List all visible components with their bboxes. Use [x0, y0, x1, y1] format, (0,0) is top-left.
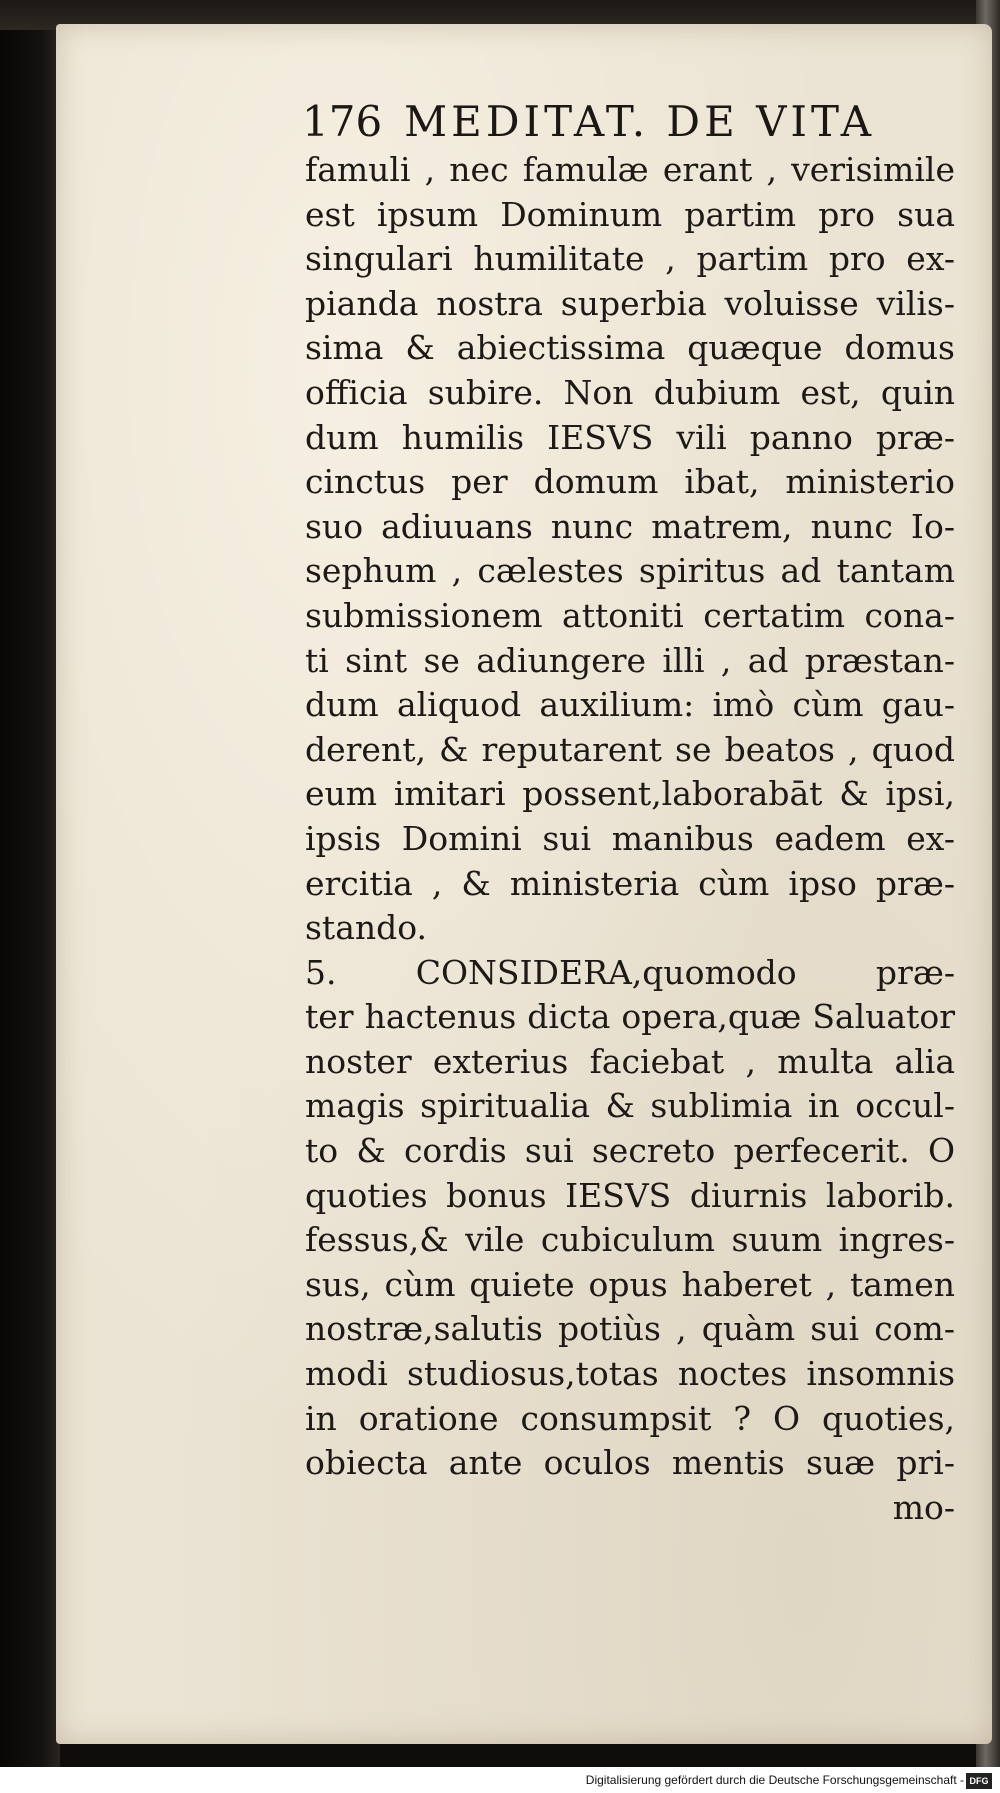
- digitization-credit: Digitalisierung gefördert durch die Deutsche Forschungsgemeinschaft -: [585, 1773, 964, 1787]
- text-line: dum aliquod auxilium: imò cùm gau-: [305, 685, 955, 725]
- running-title: MEDITAT. DE VITA: [404, 97, 876, 146]
- text-line: to & cordis sui secreto perfecerit. O: [305, 1131, 955, 1171]
- text-line: in oratione consumpsit ? O quoties,: [305, 1398, 955, 1438]
- text-line: ti sint se adiungere illi , ad præstan-: [305, 640, 955, 680]
- text-line: officia subire. Non dubium est, quin: [305, 372, 955, 412]
- page-number: 176: [302, 97, 383, 146]
- text-line: est ipsum Dominum partim pro sua: [305, 194, 955, 234]
- text-line: submissionem attoniti certatim cona-: [305, 595, 955, 635]
- dfg-logo-icon: DFG: [966, 1773, 992, 1789]
- scan-background-left: [0, 0, 60, 1793]
- text-line: fessus,& vile cubiculum suum ingres-: [305, 1220, 955, 1260]
- catchword: mo-: [892, 1487, 955, 1527]
- text-line: famuli , nec famulæ erant , verisimile: [305, 150, 955, 189]
- text-line: suo adiuuans nunc matrem, nunc Io-: [305, 506, 955, 546]
- text-line: derent, & reputarent se beatos , quod: [305, 729, 955, 769]
- body-text: [305, 148, 955, 1530]
- text-line: nostræ,salutis potiùs , quàm sui com-: [305, 1309, 955, 1349]
- section-heading-line: 5. CONSIDERA,quomodo præ-: [305, 952, 955, 992]
- text-line: eum imitari possent,laborabāt & ipsi,: [305, 774, 955, 814]
- text-line: sephum , cælestes spiritus ad tantam: [305, 551, 955, 591]
- text-line: singulari humilitate , partim pro ex-: [305, 239, 955, 279]
- text-line: obiecta ante oculos mentis suæ pri-: [305, 1443, 955, 1483]
- text-line: sima & abiectissima quæque domus: [305, 328, 955, 368]
- text-line: sus, cùm quiete opus haberet , tamen: [305, 1264, 955, 1304]
- text-line: quoties bonus IESVS diurnis laborib.: [305, 1175, 955, 1215]
- text-line: modi studiosus,totas noctes insomnis: [305, 1354, 955, 1394]
- text-line: pianda nostra superbia voluisse vilis-: [305, 283, 955, 323]
- text-line: ter hactenus dicta opera,quæ Saluator: [305, 997, 955, 1037]
- running-header: [302, 97, 875, 146]
- text-line: cinctus per domum ibat, ministerio: [305, 462, 955, 502]
- text-line: stando.: [305, 908, 428, 948]
- text-line: magis spiritualia & sublimia in occul-: [305, 1086, 955, 1126]
- text-line: noster exterius faciebat , multa alia: [305, 1041, 955, 1081]
- footer-bar: [0, 1767, 1000, 1793]
- text-line: dum humilis IESVS vili panno præ-: [305, 417, 955, 457]
- text-line: ercitia , & ministeria cùm ipso præ-: [305, 863, 955, 903]
- text-line: ipsis Domini sui manibus eadem ex-: [305, 818, 955, 858]
